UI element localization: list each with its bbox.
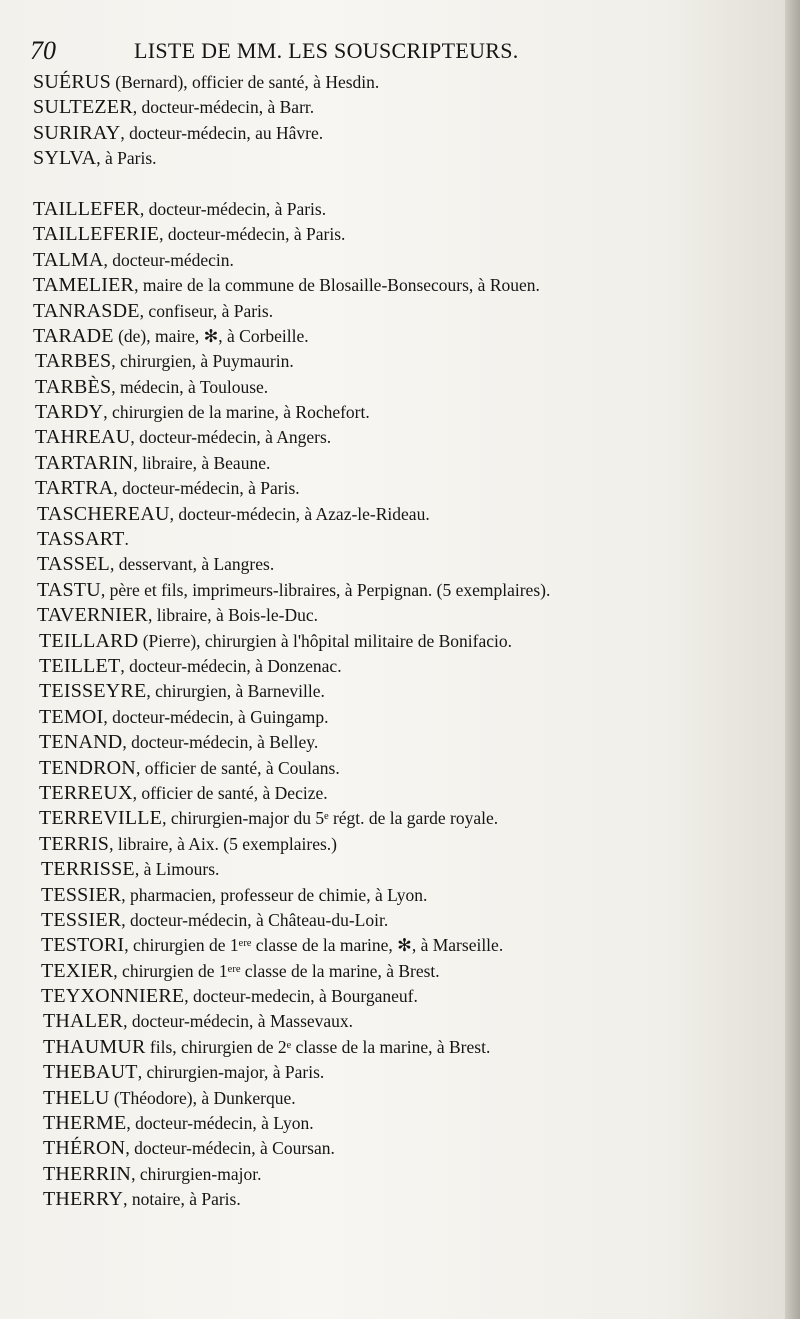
list-entry [33, 1136, 773, 1161]
entry-details: fils, chirurgien de 2ᵉ classe de la marine, à Brest. [145, 1036, 491, 1057]
entry-details: , à Limours. [134, 859, 220, 880]
list-entry [33, 984, 773, 1009]
entry-name: SUÉRUS [33, 71, 111, 93]
entry-name: TEYXONNIERE [41, 985, 185, 1008]
list-entry [33, 349, 773, 374]
list-entry [33, 806, 773, 831]
entry-details: , docteur-médecin, à Barr. [132, 97, 315, 118]
entry-name: TEILLARD [39, 629, 139, 652]
entry-name: TASSART [37, 528, 125, 551]
list-entry [33, 1111, 773, 1136]
list-entry [33, 324, 773, 349]
list-entry [33, 679, 773, 704]
entry-details: , docteur-médecin, à Belley. [122, 732, 319, 753]
entry-name: TARDY [35, 401, 104, 424]
entry-details: , chirurgien de la marine, à Rochefort. [103, 402, 370, 423]
list-entry [33, 299, 773, 324]
list-entry [33, 451, 773, 476]
subscriber-list [33, 70, 773, 1213]
entry-name: THEBAUT [43, 1061, 138, 1084]
list-entry [33, 908, 773, 933]
list-entry [33, 1187, 773, 1212]
list-entry [33, 476, 773, 501]
entry-details: , pharmacien, professeur de chimie, à Lyon. [121, 884, 428, 905]
entry-name: TENDRON [39, 756, 136, 779]
list-entry [33, 527, 773, 552]
entry-name: TARADE [33, 324, 114, 347]
page-number: 70 [30, 36, 56, 65]
entry-name: TEXIER [41, 959, 114, 982]
entry-name: TARTRA [35, 477, 114, 500]
list-entry [33, 502, 773, 527]
entry-name: TASSEL [37, 553, 110, 576]
list-entry [33, 1009, 773, 1034]
entry-name: TASTU [37, 578, 101, 601]
list-entry [33, 1162, 773, 1187]
entry-details: (de), maire, ✻, à Corbeille. [113, 325, 309, 346]
entry-details: , chirurgien, à Puymaurin. [111, 351, 294, 372]
list-entry [33, 705, 773, 730]
entry-name: SYLVA [33, 147, 97, 170]
entry-details: , chirurgien-major. [131, 1163, 262, 1184]
entry-name: TARBÈS [35, 375, 112, 398]
entry-details: , chirurgien-major du 5ᵉ régt. de la garde royale. [162, 808, 499, 829]
list-entry [33, 832, 773, 857]
entry-name: THÉRON [43, 1137, 126, 1160]
list-entry [33, 933, 773, 958]
entry-name: THERRY [43, 1188, 124, 1211]
list-entry [33, 1086, 773, 1111]
entry-details: , docteur-médecin. [103, 249, 234, 270]
list-entry [33, 781, 773, 806]
entry-name: TERRIS [39, 832, 110, 855]
entry-name: THERRIN [43, 1162, 132, 1185]
entry-details: , officier de santé, à Coulans. [135, 757, 340, 778]
entry-details: . [124, 529, 129, 550]
entry-details: (Bernard), officier de santé, à Hesdin. [110, 72, 380, 92]
entry-details: , docteur-medecin, à Bourganeuf. [184, 986, 418, 1007]
entry-name: TESSIER [41, 908, 122, 931]
entry-details: (Pierre), chirurgien à l'hôpital militaire de Bonifacio. [138, 630, 512, 651]
entry-name: SULTEZER [33, 96, 133, 119]
list-entry [33, 603, 773, 628]
list-entry [33, 121, 773, 146]
page-edge [785, 0, 800, 1319]
list-entry [33, 629, 773, 654]
entry-name: TENAND [39, 731, 123, 754]
list-entry [33, 883, 773, 908]
entry-name: THALER [43, 1010, 124, 1033]
entry-details: , chirurgien de 1ᵉʳᵉ classe de la marine, ✻, à Marseille. [124, 935, 504, 956]
list-entry [33, 730, 773, 755]
page-header [30, 36, 590, 66]
entry-name: TANRASDE [33, 299, 140, 322]
entry-name: TESTORI [41, 934, 125, 957]
entry-details: , libraire, à Aix. (5 exemplaires.) [109, 833, 338, 854]
entry-details: , chirurgien-major, à Paris. [137, 1062, 325, 1083]
entry-name: TEISSEYRE [39, 680, 147, 703]
entry-details: , docteur-médecin, à Donzenac. [120, 655, 342, 676]
entry-details: , docteur-médecin, à Azaz-le-Rideau. [169, 503, 430, 524]
entry-details: , médecin, à Toulouse. [111, 376, 269, 397]
entry-details: , à Paris. [96, 148, 157, 169]
entry-name: TAILLEFERIE [33, 223, 160, 246]
list-entry [33, 197, 773, 222]
entry-name: TEMOI [39, 705, 104, 728]
entry-name: THERME [43, 1112, 127, 1135]
list-entry [33, 273, 773, 298]
entry-details: , libraire, à Bois-le-Duc. [147, 605, 319, 626]
list-entry [33, 578, 773, 603]
entry-details: , officier de santé, à Decize. [132, 782, 328, 803]
list-entry [33, 70, 773, 95]
entry-details: , docteur-médecin, à Angers. [130, 427, 332, 448]
entry-details: , chirurgien, à Barneville. [146, 681, 325, 702]
entry-details: , docteur-médecin, à Paris. [113, 478, 300, 499]
entry-name: TALMA [33, 248, 104, 271]
entry-name: TEILLET [39, 654, 121, 677]
list-entry [33, 654, 773, 679]
entry-details: , maire de la commune de Blosaille-Bonsecours, à Rouen. [134, 275, 540, 296]
entry-name: TESSIER [41, 883, 122, 906]
entry-details: , docteur-médecin, à Coursan. [125, 1138, 335, 1159]
entry-name: TAILLEFER [33, 197, 140, 220]
entry-details: , desservant, à Langres. [109, 554, 275, 575]
entry-name: THELU [43, 1086, 110, 1109]
list-entry [33, 1035, 773, 1060]
list-entry [33, 552, 773, 577]
entry-details: , docteur-médecin, à Château-du-Loir. [121, 909, 389, 930]
entry-details: , docteur-médecin, à Paris. [159, 224, 346, 245]
entry-name: TERRISSE [41, 858, 135, 881]
entry-details: (Théodore), à Dunkerque. [109, 1087, 296, 1108]
entry-name: SURIRAY [33, 121, 121, 144]
list-entry [33, 375, 773, 400]
entry-name: TASCHEREAU [37, 502, 170, 525]
list-entry [33, 1060, 773, 1085]
entry-details: , chirurgien de 1ᵉʳᵉ classe de la marine, à Brest. [113, 960, 440, 981]
entry-name: TAMELIER [33, 274, 135, 297]
list-entry [33, 95, 773, 120]
entry-name: TAHREAU [35, 426, 131, 449]
list-entry [33, 400, 773, 425]
list-entry [33, 959, 773, 984]
entry-name: TARBES [35, 350, 112, 373]
entry-name: TERREUX [39, 781, 133, 804]
list-entry [33, 756, 773, 781]
entry-details: , père et fils, imprimeurs-libraires, à Perpignan. (5 exemplaires). [100, 579, 551, 600]
entry-details: , docteur-médecin, à Paris. [139, 198, 327, 219]
entry-details: , docteur-médecin, à Massevaux. [123, 1011, 354, 1032]
entry-details: , notaire, à Paris. [123, 1189, 241, 1210]
entry-name: TARTARIN [35, 451, 134, 474]
entry-details: , docteur-médecin, au Hâvre. [120, 122, 324, 143]
entry-details: , docteur-médecin, à Lyon. [126, 1113, 314, 1134]
list-entry [33, 222, 773, 247]
entry-details: , confiseur, à Paris. [139, 300, 274, 321]
list-entry [33, 146, 773, 171]
section-spacer [33, 172, 773, 197]
list-entry [33, 857, 773, 882]
entry-name: TAVERNIER [37, 604, 148, 627]
entry-name: TERREVILLE [39, 807, 163, 830]
entry-name: THAUMUR [43, 1035, 146, 1058]
list-entry [33, 248, 773, 273]
running-title: LISTE DE MM. LES SOUSCRIPTEURS. [134, 38, 519, 63]
entry-details: , docteur-médecin, à Guingamp. [103, 706, 329, 727]
list-entry [33, 425, 773, 450]
entry-details: , libraire, à Beaune. [133, 452, 271, 473]
